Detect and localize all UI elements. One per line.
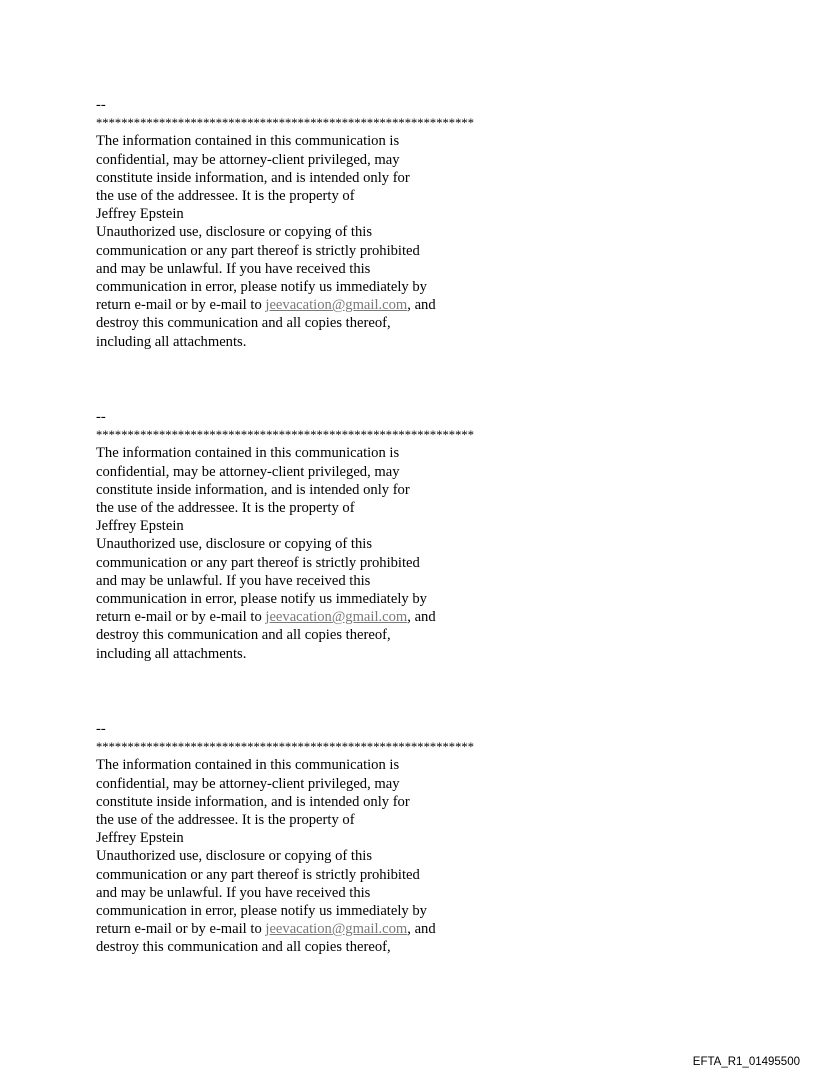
disclaimer-block-2	[96, 408, 616, 663]
disclaimer-line: confidential, may be attorney-client privileged, may	[96, 463, 400, 480]
email-suffix: , and	[407, 609, 436, 626]
document-id: EFTA_R1_01495500	[692, 1056, 800, 1068]
disclaimer-line: Unauthorized use, disclosure or copying of this	[96, 224, 373, 241]
disclaimer-line: Jeffrey Epstein	[96, 206, 184, 223]
email-suffix: , and	[407, 921, 436, 938]
disclaimer-line: constitute inside information, and is intended only for	[96, 793, 410, 810]
disclaimer-email-line	[96, 920, 616, 938]
disclaimer-line: communication in error, please notify us immediately by	[96, 903, 427, 920]
disclaimer-line: constitute inside information, and is intended only for	[96, 169, 410, 186]
email-prefix: return e-mail or by e-mail to	[96, 921, 266, 938]
disclaimer-line: Unauthorized use, disclosure or copying of this	[96, 848, 373, 865]
disclaimer-line: Unauthorized use, disclosure or copying of this	[96, 536, 373, 553]
separator-stars: ************************************************************	[96, 740, 474, 755]
disclaimer-email-line	[96, 296, 616, 314]
disclaimer-line: destroy this communication and all copies thereof,	[96, 939, 391, 956]
disclaimer-block-3	[96, 720, 616, 957]
email-suffix: , and	[407, 297, 436, 314]
separator-dashes: --	[96, 721, 106, 737]
separator-stars: ************************************************************	[96, 116, 474, 131]
disclaimer-line: Jeffrey Epstein	[96, 518, 184, 535]
disclaimer-line: and may be unlawful. If you have received this	[96, 260, 371, 277]
disclaimer-line: constitute inside information, and is intended only for	[96, 481, 410, 498]
email-link[interactable]: jeevacation@gmail.com	[265, 609, 408, 626]
disclaimer-email-line	[96, 608, 616, 626]
email-prefix: return e-mail or by e-mail to	[96, 609, 266, 626]
separator-stars: ************************************************************	[96, 428, 474, 443]
disclaimer-line: and may be unlawful. If you have received this	[96, 572, 371, 589]
disclaimer-line: The information contained in this communication is	[96, 133, 400, 150]
disclaimer-line: destroy this communication and all copies thereof,	[96, 627, 391, 644]
disclaimer-line: communication or any part thereof is strictly prohibited	[96, 866, 420, 883]
disclaimer-line: The information contained in this communication is	[96, 757, 400, 774]
disclaimer-line: communication in error, please notify us immediately by	[96, 279, 427, 296]
disclaimer-line: and may be unlawful. If you have received this	[96, 884, 371, 901]
disclaimer-line: the use of the addressee. It is the property of	[96, 500, 355, 517]
disclaimer-line: including all attachments.	[96, 645, 247, 662]
disclaimer-line: the use of the addressee. It is the property of	[96, 812, 355, 829]
disclaimer-line: confidential, may be attorney-client privileged, may	[96, 775, 400, 792]
disclaimer-line: confidential, may be attorney-client privileged, may	[96, 151, 400, 168]
disclaimer-line: The information contained in this communication is	[96, 445, 400, 462]
disclaimer-line: the use of the addressee. It is the property of	[96, 188, 355, 205]
disclaimer-line: including all attachments.	[96, 333, 247, 350]
disclaimer-block-1	[96, 96, 616, 351]
disclaimer-line: communication or any part thereof is strictly prohibited	[96, 242, 420, 259]
disclaimer-line: communication in error, please notify us immediately by	[96, 591, 427, 608]
separator-dashes: --	[96, 97, 106, 113]
disclaimer-line: Jeffrey Epstein	[96, 830, 184, 847]
email-prefix: return e-mail or by e-mail to	[96, 297, 266, 314]
email-link[interactable]: jeevacation@gmail.com	[265, 921, 408, 938]
separator-dashes: --	[96, 409, 106, 425]
disclaimer-line: communication or any part thereof is strictly prohibited	[96, 554, 420, 571]
disclaimer-line: destroy this communication and all copies thereof,	[96, 315, 391, 332]
email-link[interactable]: jeevacation@gmail.com	[265, 297, 408, 314]
